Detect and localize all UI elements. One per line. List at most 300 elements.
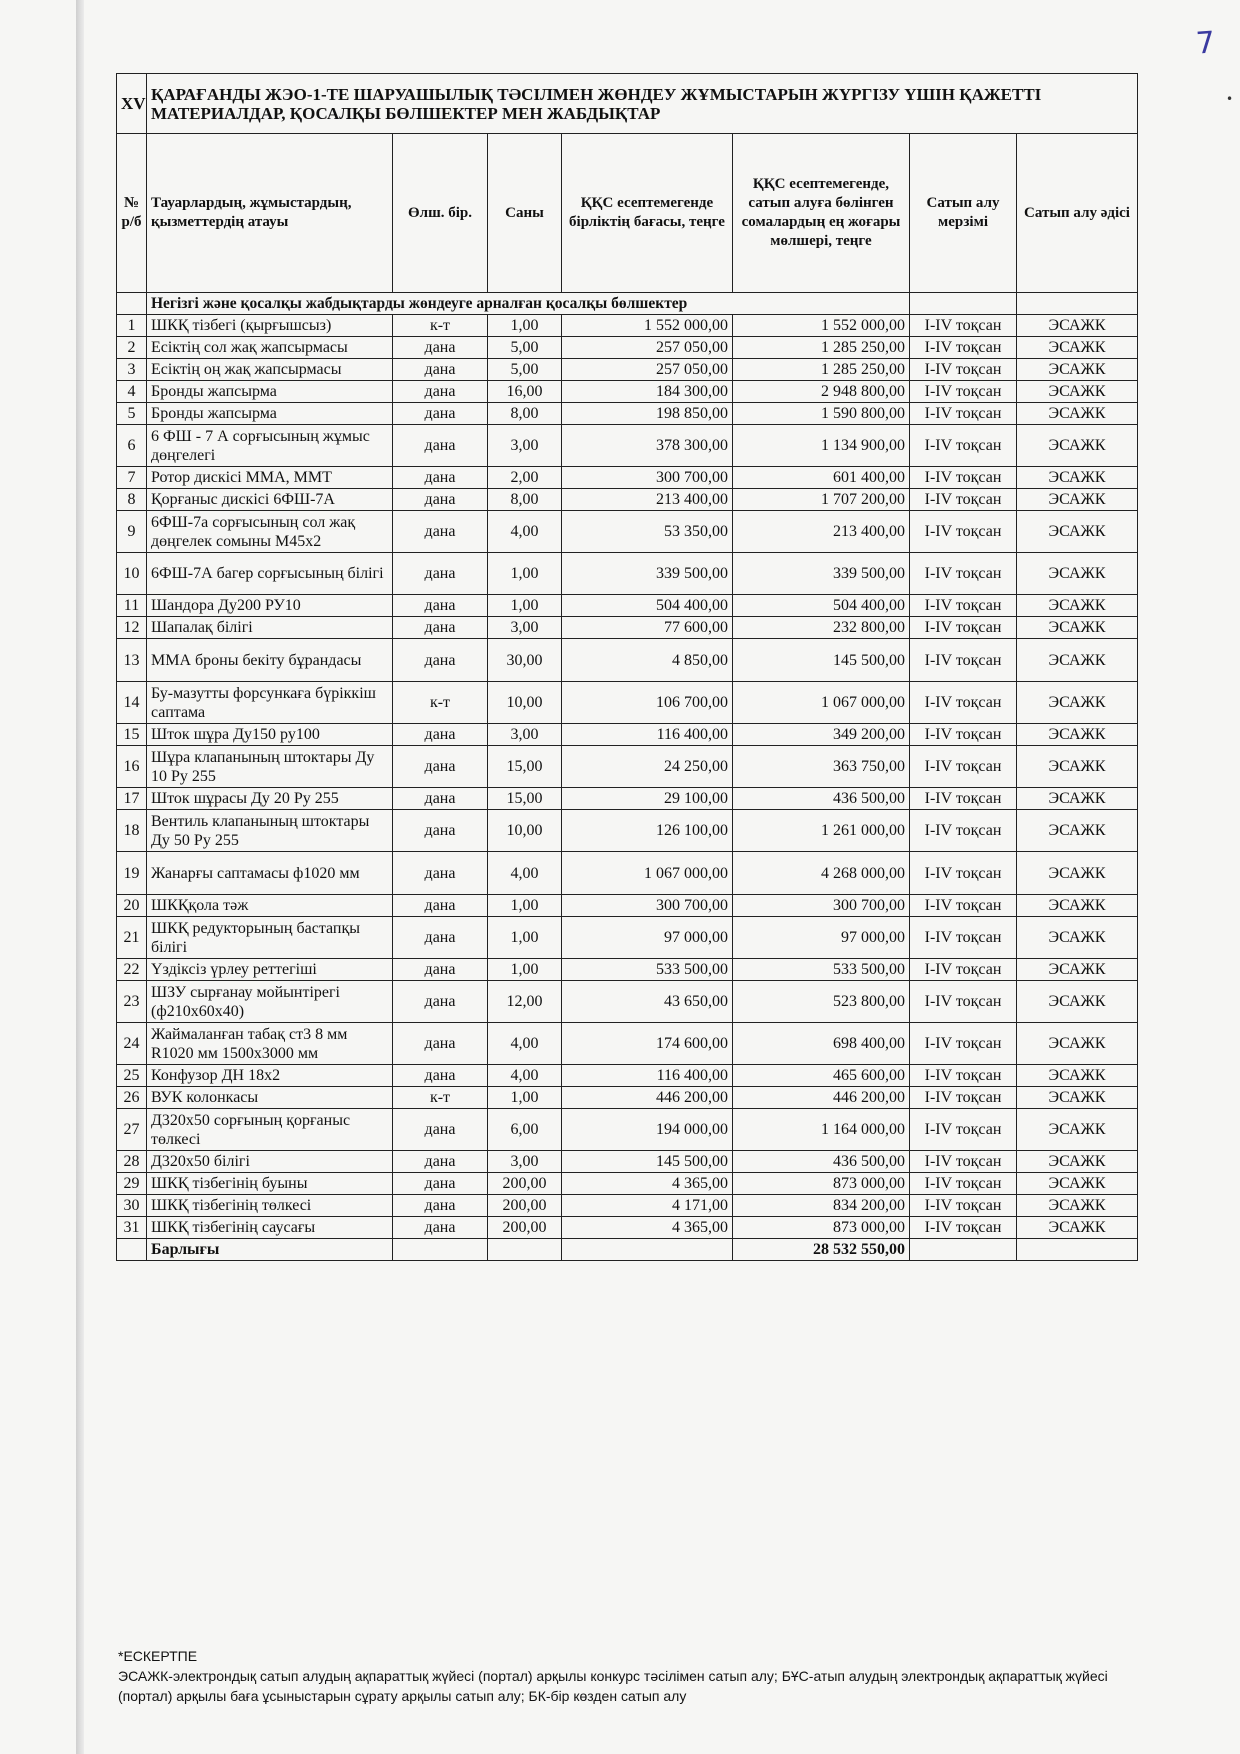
item-total-amount: 363 750,00 — [733, 746, 910, 788]
item-purchase-term: I-IV тоқсан — [910, 1173, 1017, 1195]
item-unit: дана — [393, 1217, 488, 1239]
item-purchase-method: ЭСАЖК — [1017, 788, 1138, 810]
item-quantity: 5,00 — [488, 359, 562, 381]
item-name: Ротор дискісі ММА, ММТ — [147, 467, 393, 489]
item-total-amount: 1 552 000,00 — [733, 315, 910, 337]
table-row — [117, 1023, 1138, 1065]
item-purchase-term: I-IV тоқсан — [910, 724, 1017, 746]
item-total-amount: 873 000,00 — [733, 1217, 910, 1239]
item-purchase-method: ЭСАЖК — [1017, 724, 1138, 746]
item-unit: к-т — [393, 1087, 488, 1109]
item-total-amount: 834 200,00 — [733, 1195, 910, 1217]
item-unit: дана — [393, 959, 488, 981]
row-number: 23 — [117, 981, 147, 1023]
row-number: 18 — [117, 810, 147, 852]
item-purchase-method: ЭСАЖК — [1017, 511, 1138, 553]
item-purchase-method: ЭСАЖК — [1017, 403, 1138, 425]
row-number: 25 — [117, 1065, 147, 1087]
row-number: 24 — [117, 1023, 147, 1065]
item-unit-price: 43 650,00 — [562, 981, 733, 1023]
item-total-amount: 533 500,00 — [733, 959, 910, 981]
item-name: Бронды жапсырма — [147, 403, 393, 425]
item-unit-price: 300 700,00 — [562, 467, 733, 489]
item-purchase-term: I-IV тоқсан — [910, 359, 1017, 381]
total-row — [117, 1239, 1138, 1261]
row-number: 19 — [117, 852, 147, 895]
item-total-amount: 698 400,00 — [733, 1023, 910, 1065]
item-total-amount: 436 500,00 — [733, 788, 910, 810]
item-unit-price: 4 365,00 — [562, 1173, 733, 1195]
item-name: ШЗУ сырғанау мойынтірегі (ф210х60х40) — [147, 981, 393, 1023]
item-purchase-term: I-IV тоқсан — [910, 682, 1017, 724]
item-purchase-method: ЭСАЖК — [1017, 981, 1138, 1023]
table-row — [117, 381, 1138, 403]
item-purchase-term: I-IV тоқсан — [910, 489, 1017, 511]
item-total-amount: 1 285 250,00 — [733, 337, 910, 359]
item-purchase-method: ЭСАЖК — [1017, 359, 1138, 381]
item-unit: дана — [393, 553, 488, 595]
item-unit: дана — [393, 917, 488, 959]
item-unit: дана — [393, 489, 488, 511]
item-purchase-term: I-IV тоқсан — [910, 315, 1017, 337]
column-header-row — [117, 134, 1138, 293]
row-number: 17 — [117, 788, 147, 810]
item-unit-price: 4 850,00 — [562, 639, 733, 682]
item-quantity: 8,00 — [488, 403, 562, 425]
item-quantity: 6,00 — [488, 1109, 562, 1151]
item-total-amount: 1 164 000,00 — [733, 1109, 910, 1151]
item-unit-price: 198 850,00 — [562, 403, 733, 425]
table-row — [117, 746, 1138, 788]
item-unit: к-т — [393, 682, 488, 724]
row-number: 30 — [117, 1195, 147, 1217]
item-total-amount: 601 400,00 — [733, 467, 910, 489]
total-amount: 28 532 550,00 — [733, 1239, 910, 1261]
item-purchase-method: ЭСАЖК — [1017, 1109, 1138, 1151]
item-quantity: 8,00 — [488, 489, 562, 511]
item-unit: дана — [393, 595, 488, 617]
subsection-empty-cell — [910, 293, 1017, 315]
item-purchase-method: ЭСАЖК — [1017, 1217, 1138, 1239]
item-quantity: 200,00 — [488, 1195, 562, 1217]
item-total-amount: 504 400,00 — [733, 595, 910, 617]
item-name: Шток шұрасы Ду 20 Ру 255 — [147, 788, 393, 810]
item-purchase-method: ЭСАЖК — [1017, 895, 1138, 917]
item-quantity: 4,00 — [488, 852, 562, 895]
row-number: 28 — [117, 1151, 147, 1173]
item-name: Шапалақ білігі — [147, 617, 393, 639]
item-unit: дана — [393, 359, 488, 381]
col-header-amount: ҚҚС есептемегенде, сатып алуға бөлінген сомалардың ең жоғары мөлшері, теңге — [733, 134, 910, 293]
item-purchase-term: I-IV тоқсан — [910, 511, 1017, 553]
table-row — [117, 1087, 1138, 1109]
item-total-amount: 873 000,00 — [733, 1173, 910, 1195]
item-quantity: 15,00 — [488, 746, 562, 788]
table-row — [117, 1065, 1138, 1087]
item-total-amount: 213 400,00 — [733, 511, 910, 553]
table-row — [117, 682, 1138, 724]
item-name: Конфузор ДН 18х2 — [147, 1065, 393, 1087]
item-total-amount: 523 800,00 — [733, 981, 910, 1023]
item-quantity: 4,00 — [488, 1023, 562, 1065]
subsection-empty-cell — [1017, 293, 1138, 315]
item-unit: дана — [393, 403, 488, 425]
item-name: Вентиль клапанының штоктары Ду 50 Ру 255 — [147, 810, 393, 852]
item-total-amount: 446 200,00 — [733, 1087, 910, 1109]
table-row — [117, 553, 1138, 595]
item-purchase-method: ЭСАЖК — [1017, 746, 1138, 788]
table-row — [117, 959, 1138, 981]
item-purchase-term: I-IV тоқсан — [910, 852, 1017, 895]
item-unit-price: 194 000,00 — [562, 1109, 733, 1151]
item-quantity: 2,00 — [488, 467, 562, 489]
row-number: 11 — [117, 595, 147, 617]
item-unit-price: 1 067 000,00 — [562, 852, 733, 895]
item-unit: дана — [393, 425, 488, 467]
item-unit-price: 533 500,00 — [562, 959, 733, 981]
item-quantity: 30,00 — [488, 639, 562, 682]
row-number: 20 — [117, 895, 147, 917]
item-purchase-term: I-IV тоқсан — [910, 1023, 1017, 1065]
item-name: Шток шұра Ду150 ру100 — [147, 724, 393, 746]
item-unit: дана — [393, 337, 488, 359]
item-quantity: 1,00 — [488, 895, 562, 917]
row-number: 3 — [117, 359, 147, 381]
col-header-unit: Өлш. бір. — [393, 134, 488, 293]
table-row — [117, 489, 1138, 511]
item-purchase-term: I-IV тоқсан — [910, 1151, 1017, 1173]
item-purchase-method: ЭСАЖК — [1017, 1023, 1138, 1065]
col-header-term: Сатып алу мерзімі — [910, 134, 1017, 293]
item-quantity: 12,00 — [488, 981, 562, 1023]
item-unit: дана — [393, 1023, 488, 1065]
item-unit-price: 116 400,00 — [562, 724, 733, 746]
item-name: 6ФШ-7а сорғысының сол жақ дөңгелек сомыны М45х2 — [147, 511, 393, 553]
item-purchase-method: ЭСАЖК — [1017, 1173, 1138, 1195]
footnote-title: *ЕСКЕРТПЕ — [118, 1648, 198, 1664]
table-row — [117, 511, 1138, 553]
item-name: Үздіксіз үрлеу реттегіші — [147, 959, 393, 981]
item-purchase-method: ЭСАЖК — [1017, 595, 1138, 617]
table-body — [117, 293, 1138, 1239]
row-number: 21 — [117, 917, 147, 959]
item-unit-price: 53 350,00 — [562, 511, 733, 553]
row-number: 22 — [117, 959, 147, 981]
item-name: 6 ФШ - 7 А сорғысының жұмыс дөңгелегі — [147, 425, 393, 467]
item-purchase-term: I-IV тоқсан — [910, 1087, 1017, 1109]
item-purchase-term: I-IV тоқсан — [910, 617, 1017, 639]
table-row — [117, 724, 1138, 746]
item-purchase-term: I-IV тоқсан — [910, 917, 1017, 959]
table-row — [117, 639, 1138, 682]
item-purchase-method: ЭСАЖК — [1017, 381, 1138, 403]
table-row — [117, 595, 1138, 617]
item-purchase-term: I-IV тоқсан — [910, 639, 1017, 682]
item-total-amount: 1 067 000,00 — [733, 682, 910, 724]
item-name: Есіктің оң жақ жапсырмасы — [147, 359, 393, 381]
row-number: 10 — [117, 553, 147, 595]
item-quantity: 3,00 — [488, 425, 562, 467]
item-unit: дана — [393, 1195, 488, 1217]
item-total-amount: 436 500,00 — [733, 1151, 910, 1173]
item-name: Жанарғы саптамасы ф1020 мм — [147, 852, 393, 895]
item-purchase-term: I-IV тоқсан — [910, 981, 1017, 1023]
table-row — [117, 1109, 1138, 1151]
item-unit: дана — [393, 511, 488, 553]
item-total-amount: 339 500,00 — [733, 553, 910, 595]
item-unit: дана — [393, 810, 488, 852]
item-quantity: 1,00 — [488, 917, 562, 959]
item-purchase-method: ЭСАЖК — [1017, 810, 1138, 852]
section-header-row — [117, 74, 1138, 134]
subsection-title: Негізгі және қосалқы жабдықтарды жөндеуге арналған қосалқы бөлшектер — [147, 293, 910, 315]
row-number: 7 — [117, 467, 147, 489]
item-total-amount: 4 268 000,00 — [733, 852, 910, 895]
section-title: ҚАРАҒАНДЫ ЖЭО-1-ТЕ ШАРУАШЫЛЫҚ ТӘСІЛМЕН ЖӨНДЕУ ЖҰМЫСТАРЫН ЖҮРГІЗУ ҮШІН ҚАЖЕТТІ МАТЕРИАЛДАР, ҚОСАЛҚЫ БӨЛШЕКТЕР МЕН ЖАБДЫҚТАР — [147, 74, 1138, 134]
row-number: 31 — [117, 1217, 147, 1239]
item-purchase-method: ЭСАЖК — [1017, 852, 1138, 895]
col-header-price: ҚҚС есептемегенде бірліктің бағасы, теңге — [562, 134, 733, 293]
item-total-amount: 1 261 000,00 — [733, 810, 910, 852]
total-empty-cell — [488, 1239, 562, 1261]
item-unit: дана — [393, 639, 488, 682]
item-quantity: 1,00 — [488, 959, 562, 981]
col-header-method: Сатып алу әдісі — [1017, 134, 1138, 293]
item-purchase-term: I-IV тоқсан — [910, 959, 1017, 981]
table-row — [117, 852, 1138, 895]
item-quantity: 3,00 — [488, 617, 562, 639]
table-row — [117, 617, 1138, 639]
row-number: 9 — [117, 511, 147, 553]
scan-page-edge — [76, 0, 84, 1754]
table-row — [117, 981, 1138, 1023]
item-purchase-term: I-IV тоқсан — [910, 381, 1017, 403]
col-header-num: № р/б — [117, 134, 147, 293]
item-unit-price: 257 050,00 — [562, 359, 733, 381]
item-purchase-method: ЭСАЖК — [1017, 1195, 1138, 1217]
item-name: Есіктің сол жақ жапсырмасы — [147, 337, 393, 359]
item-name: ШКҚ редукторының бастапқы білігі — [147, 917, 393, 959]
row-number: 6 — [117, 425, 147, 467]
total-empty-cell — [562, 1239, 733, 1261]
col-header-name: Тауарлардың, жұмыстардың, қызметтердің атауы — [147, 134, 393, 293]
item-unit-price: 106 700,00 — [562, 682, 733, 724]
item-unit-price: 4 171,00 — [562, 1195, 733, 1217]
item-purchase-method: ЭСАЖК — [1017, 639, 1138, 682]
item-unit: дана — [393, 852, 488, 895]
total-empty-cell — [910, 1239, 1017, 1261]
handwritten-page-number: 7 — [1194, 25, 1217, 62]
item-purchase-term: I-IV тоқсан — [910, 746, 1017, 788]
item-quantity: 200,00 — [488, 1173, 562, 1195]
item-quantity: 15,00 — [488, 788, 562, 810]
item-quantity: 4,00 — [488, 1065, 562, 1087]
footnote — [118, 1646, 1128, 1706]
row-number: 1 — [117, 315, 147, 337]
item-total-amount: 349 200,00 — [733, 724, 910, 746]
item-purchase-method: ЭСАЖК — [1017, 1065, 1138, 1087]
item-purchase-term: I-IV тоқсан — [910, 403, 1017, 425]
item-name: ШКҚқола тәж — [147, 895, 393, 917]
item-name: Қорғаныс дискісі 6ФШ-7А — [147, 489, 393, 511]
table-row — [117, 1173, 1138, 1195]
table-row — [117, 917, 1138, 959]
row-number: 26 — [117, 1087, 147, 1109]
item-name: ВУК колонкасы — [147, 1087, 393, 1109]
item-name: Жаймаланған табақ ст3 8 мм R1020 мм 1500х3000 мм — [147, 1023, 393, 1065]
item-unit: дана — [393, 467, 488, 489]
table-row — [117, 895, 1138, 917]
total-empty-cell — [117, 1239, 147, 1261]
item-name: Бу-мазутты форсункаға бүріккіш саптама — [147, 682, 393, 724]
item-unit-price: 339 500,00 — [562, 553, 733, 595]
item-quantity: 3,00 — [488, 724, 562, 746]
page-mark: • — [1226, 92, 1234, 106]
table-row — [117, 403, 1138, 425]
item-total-amount: 1 590 800,00 — [733, 403, 910, 425]
item-quantity: 200,00 — [488, 1217, 562, 1239]
subsection-row — [117, 293, 1138, 315]
item-unit-price: 300 700,00 — [562, 895, 733, 917]
item-unit: дана — [393, 1109, 488, 1151]
item-purchase-term: I-IV тоқсан — [910, 810, 1017, 852]
item-quantity: 5,00 — [488, 337, 562, 359]
item-purchase-method: ЭСАЖК — [1017, 682, 1138, 724]
item-purchase-method: ЭСАЖК — [1017, 489, 1138, 511]
item-unit: дана — [393, 1065, 488, 1087]
row-number: 14 — [117, 682, 147, 724]
row-number: 12 — [117, 617, 147, 639]
item-quantity: 3,00 — [488, 1151, 562, 1173]
item-unit-price: 77 600,00 — [562, 617, 733, 639]
item-unit: дана — [393, 1151, 488, 1173]
item-purchase-term: I-IV тоқсан — [910, 1109, 1017, 1151]
item-unit: к-т — [393, 315, 488, 337]
item-unit-price: 1 552 000,00 — [562, 315, 733, 337]
item-unit: дана — [393, 617, 488, 639]
table-row — [117, 337, 1138, 359]
materials-table — [116, 73, 1138, 1261]
item-unit-price: 213 400,00 — [562, 489, 733, 511]
table-row — [117, 315, 1138, 337]
row-number: 27 — [117, 1109, 147, 1151]
item-name: Шандора Ду200 РУ10 — [147, 595, 393, 617]
total-label: Барлығы — [147, 1239, 393, 1261]
item-purchase-method: ЭСАЖК — [1017, 1087, 1138, 1109]
table-row — [117, 359, 1138, 381]
item-unit-price: 257 050,00 — [562, 337, 733, 359]
item-unit-price: 378 300,00 — [562, 425, 733, 467]
table-row — [117, 788, 1138, 810]
item-unit-price: 97 000,00 — [562, 917, 733, 959]
item-purchase-term: I-IV тоқсан — [910, 1195, 1017, 1217]
item-unit: дана — [393, 981, 488, 1023]
item-unit: дана — [393, 895, 488, 917]
item-purchase-term: I-IV тоқсан — [910, 425, 1017, 467]
item-name: 6ФШ-7А багер сорғысының білігі — [147, 553, 393, 595]
item-total-amount: 1 285 250,00 — [733, 359, 910, 381]
row-number: 15 — [117, 724, 147, 746]
item-quantity: 1,00 — [488, 553, 562, 595]
footnote-text: ЭСАЖК-электрондық сатып алудың ақпараттық жүйесі (портал) арқылы конкурс тәсілімен сатып алу; БҰС-атып алудың электрондық ақпараттық жүйесі (портал) арқылы баға ұсыныстарын сұрату арқылы сатып алу; БК-бір көзден сатып алу — [118, 1668, 1108, 1704]
item-purchase-method: ЭСАЖК — [1017, 1151, 1138, 1173]
item-unit-price: 4 365,00 — [562, 1217, 733, 1239]
item-unit-price: 446 200,00 — [562, 1087, 733, 1109]
item-name: Бронды жапсырма — [147, 381, 393, 403]
item-name: ШКҚ тізбегі (қырғышсыз) — [147, 315, 393, 337]
item-quantity: 10,00 — [488, 682, 562, 724]
item-quantity: 1,00 — [488, 595, 562, 617]
item-purchase-term: I-IV тоқсан — [910, 895, 1017, 917]
item-quantity: 1,00 — [488, 315, 562, 337]
item-unit-price: 24 250,00 — [562, 746, 733, 788]
item-quantity: 16,00 — [488, 381, 562, 403]
item-purchase-method: ЭСАЖК — [1017, 315, 1138, 337]
item-unit-price: 29 100,00 — [562, 788, 733, 810]
item-unit-price: 145 500,00 — [562, 1151, 733, 1173]
item-quantity: 10,00 — [488, 810, 562, 852]
item-total-amount: 1 134 900,00 — [733, 425, 910, 467]
item-purchase-term: I-IV тоқсан — [910, 788, 1017, 810]
item-unit: дана — [393, 746, 488, 788]
item-unit: дана — [393, 1173, 488, 1195]
item-name: ШКҚ тізбегінің төлкесі — [147, 1195, 393, 1217]
total-empty-cell — [1017, 1239, 1138, 1261]
item-purchase-method: ЭСАЖК — [1017, 553, 1138, 595]
item-unit: дана — [393, 788, 488, 810]
item-unit-price: 504 400,00 — [562, 595, 733, 617]
section-number: XV — [117, 74, 147, 134]
item-purchase-method: ЭСАЖК — [1017, 467, 1138, 489]
item-unit-price: 126 100,00 — [562, 810, 733, 852]
item-quantity: 4,00 — [488, 511, 562, 553]
item-unit-price: 184 300,00 — [562, 381, 733, 403]
item-name: Шұра клапанының штоктары Ду 10 Ру 255 — [147, 746, 393, 788]
item-total-amount: 300 700,00 — [733, 895, 910, 917]
total-empty-cell — [393, 1239, 488, 1261]
item-total-amount: 2 948 800,00 — [733, 381, 910, 403]
item-purchase-term: I-IV тоқсан — [910, 595, 1017, 617]
item-purchase-method: ЭСАЖК — [1017, 617, 1138, 639]
subsection-empty-cell — [117, 293, 147, 315]
row-number: 29 — [117, 1173, 147, 1195]
item-purchase-term: I-IV тоқсан — [910, 1217, 1017, 1239]
item-name: ММА броны бекіту бұрандасы — [147, 639, 393, 682]
row-number: 4 — [117, 381, 147, 403]
item-purchase-term: I-IV тоқсан — [910, 467, 1017, 489]
row-number: 16 — [117, 746, 147, 788]
table-row — [117, 467, 1138, 489]
row-number: 5 — [117, 403, 147, 425]
item-unit-price: 174 600,00 — [562, 1023, 733, 1065]
item-purchase-method: ЭСАЖК — [1017, 917, 1138, 959]
item-total-amount: 465 600,00 — [733, 1065, 910, 1087]
row-number: 13 — [117, 639, 147, 682]
item-unit-price: 116 400,00 — [562, 1065, 733, 1087]
item-total-amount: 145 500,00 — [733, 639, 910, 682]
item-purchase-method: ЭСАЖК — [1017, 959, 1138, 981]
table-row — [117, 1151, 1138, 1173]
item-quantity: 1,00 — [488, 1087, 562, 1109]
item-total-amount: 97 000,00 — [733, 917, 910, 959]
row-number: 2 — [117, 337, 147, 359]
item-total-amount: 232 800,00 — [733, 617, 910, 639]
row-number: 8 — [117, 489, 147, 511]
table-row — [117, 810, 1138, 852]
item-unit: дана — [393, 381, 488, 403]
table-row — [117, 1195, 1138, 1217]
item-unit: дана — [393, 724, 488, 746]
